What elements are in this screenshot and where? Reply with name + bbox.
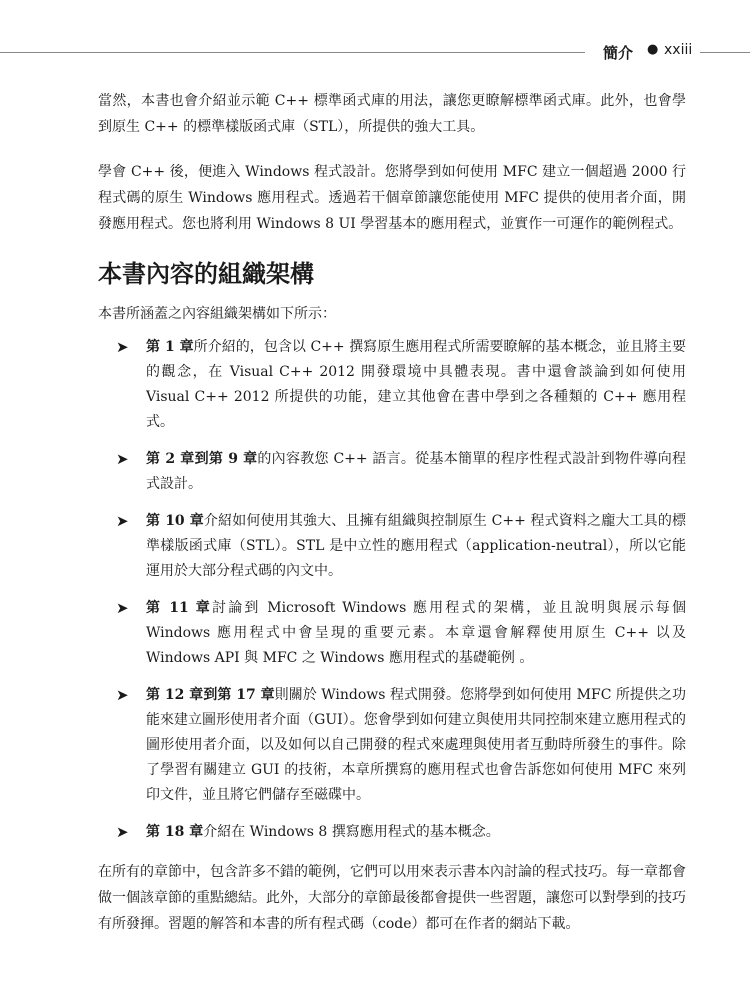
item-lead: 第 2 章到第 9 章 [146,451,258,467]
arrow-bullet-icon: ➤ [116,338,129,356]
header-bullet: ● [647,42,659,57]
list-item [98,509,686,584]
arrow-bullet-icon: ➤ [116,450,129,468]
list-item [98,820,686,845]
list-item [98,447,686,497]
list-item [98,683,686,808]
list-item [98,596,686,671]
chapter-list [98,335,686,845]
arrow-bullet-icon: ➤ [116,686,129,704]
item-text: 討論到 Microsoft Windows 應用程式的架構，並且說明與展示每個 Windows 應用程式中會呈現的重要元素。本章還會解釋使用原生 C++ 以及 Windows API 與 MFC 之 Windows 應用程式的基礎範例 。 [146,600,687,666]
page-number: xxiii [664,42,693,58]
header-title: 簡介 [603,44,634,62]
arrow-bullet-icon: ➤ [116,512,129,530]
header-rule-right [700,52,750,53]
item-lead: 第 1 章 [146,339,194,355]
header-rule-left [0,52,585,53]
item-lead: 第 12 章到第 17 章 [146,687,275,703]
running-header [0,40,750,64]
section-intro: 本書所涵蓋之內容組織架構如下所示： [98,306,336,322]
item-text: 則關於 Windows 程式開發。您將學到如何使用 MFC 所提供之功能來建立圖形使用者介面（GUI）。您會學到如何建立與使用共同控制來建立應用程式的圖形使用者介面，以及如何以自己開發的程式來處理與使用者互動時所發生的事件。除了學習有關建立 GUI 的技術，本章所撰寫的應用程式也會告訴您如何使用 MFC 來列印文件，並且將它們儲存至磁碟中。 [146,687,686,803]
item-text: 的內容教您 C++ 語言。從基本簡單的程序性程式設計到物件導向程式設計。 [146,451,686,492]
paragraph-stl: 當然，本書也會介紹並示範 C++ 標準函式庫的用法，讓您更瞭解標準函式庫。此外，也會學到原生 C++ 的標準樣版函式庫（STL），所提供的強大工具。 [98,93,686,135]
section-heading: 本書內容的組織架構 [98,260,314,288]
paragraph-windows: 學會 C++ 後，便進入 Windows 程式設計。您將學到如何使用 MFC 建立一個超過 2000 行程式碼的原生 Windows 應用程式。透過若干個章節讓您能使用 MFC 提供的使用者介面，開發應用程式。您也將利用 Windows 8 UI 學習基本的應用程式，並實作一可運作的範例程式。 [98,164,686,232]
list-item [98,335,686,435]
page-body [98,88,686,937]
item-text: 所介紹的，包含以 C++ 撰寫原生應用程式所需要瞭解的基本概念，並且將主要的觀念，在 Visual C++ 2012 開發環境中具體表現。書中還會談論到如何使用 Visual C++ 2012 所提供的功能，建立其他會在書中學到之各種類的 C++ 應用程式。 [146,339,686,430]
item-text: 介紹如何使用其強大、且擁有組織與控制原生 C++ 程式資料之龐大工具的標準樣版函式庫（STL）。STL 是中立性的應用程式（application-neutral），所以它能運用於大部分程式碼的內文中。 [146,513,687,579]
arrow-bullet-icon: ➤ [116,823,129,841]
item-lead: 第 10 章 [146,513,204,529]
item-text: 介紹在 Windows 8 撰寫應用程式的基本概念。 [203,824,500,840]
item-lead: 第 11 章 [146,600,213,616]
closing-paragraph: 在所有的章節中，包含許多不錯的範例，它們可以用來表示書本內討論的程式技巧。每一章都會做一個該章節的重點總結。此外，大部分的章節最後都會提供一些習題，讓您可以對學到的技巧有所發揮。習題的解答和本書的所有程式碼（code）都可在作者的網站下載。 [98,864,686,932]
arrow-bullet-icon: ➤ [116,599,129,617]
item-lead: 第 18 章 [146,824,204,840]
